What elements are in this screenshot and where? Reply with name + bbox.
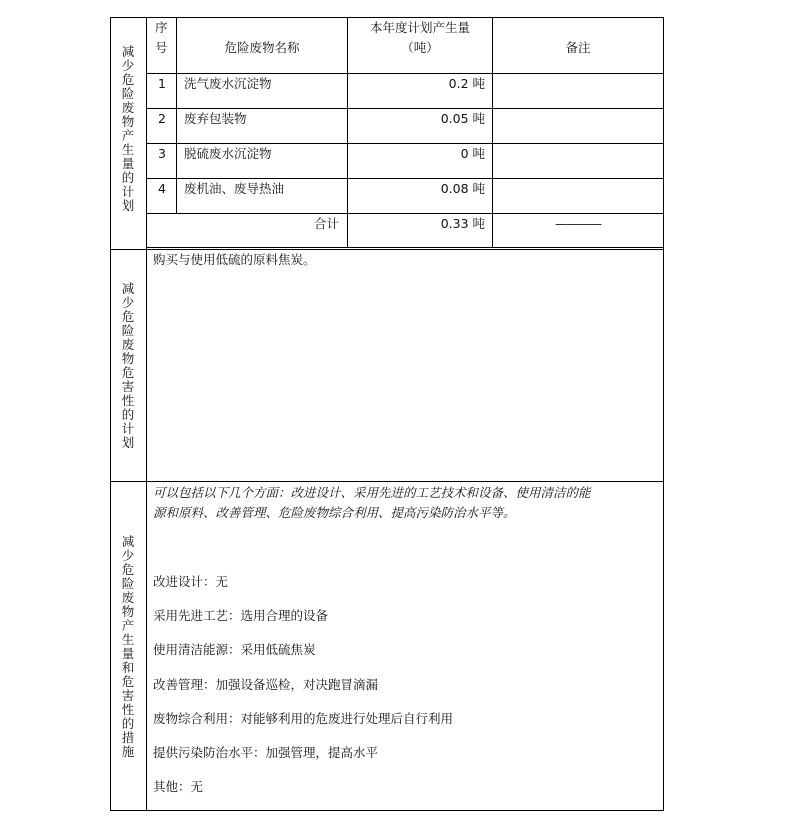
- row-seq: 2: [158, 111, 166, 126]
- row-amount: 0 吨: [460, 146, 485, 161]
- total-label: 合计: [313, 216, 339, 231]
- list-item: 废物综合利用：对能够利用的危废进行处理后自行利用: [153, 711, 454, 726]
- row-name: 废机油、废导热油: [184, 181, 285, 196]
- row-amount: 0.08 吨: [440, 181, 485, 196]
- row-amount: 0.05 吨: [440, 111, 485, 126]
- total-amount: 0.33 吨: [440, 216, 485, 231]
- row-name: 洗气废水沉淀物: [184, 76, 272, 91]
- row-amount: 0.2 吨: [448, 76, 485, 91]
- list-item: 提供污染防治水平：加强管理，提高水平: [153, 745, 379, 760]
- total-remark: ————: [555, 216, 601, 231]
- list-item: 改进设计：无: [153, 574, 229, 589]
- section3-label: 减少危险废物产生量和危害性的措施: [121, 534, 135, 759]
- list-item: 改善管理：加强设备巡检，对决跑冒滴漏: [153, 677, 379, 692]
- row-seq: 4: [158, 181, 166, 196]
- row-seq: 1: [158, 76, 166, 91]
- section2-content: 购买与使用低硫的原料焦炭。: [153, 252, 316, 267]
- header-name: 危险废物名称: [224, 40, 300, 55]
- row-name: 废弃包装物: [184, 111, 247, 126]
- row-seq: 3: [158, 146, 166, 161]
- section2-label: 减少危险废物危害性的计划: [121, 281, 135, 450]
- list-item: 其他：无: [153, 779, 204, 794]
- row-name: 脱硫废水沉淀物: [184, 146, 272, 161]
- list-item: 采用先进工艺：选用合理的设备: [153, 608, 329, 623]
- section1-label: 减少危险废物产生量的计划: [121, 44, 135, 213]
- header-remark: 备注: [565, 40, 591, 55]
- list-item: 使用清洁能源：采用低硫焦炭: [153, 642, 316, 657]
